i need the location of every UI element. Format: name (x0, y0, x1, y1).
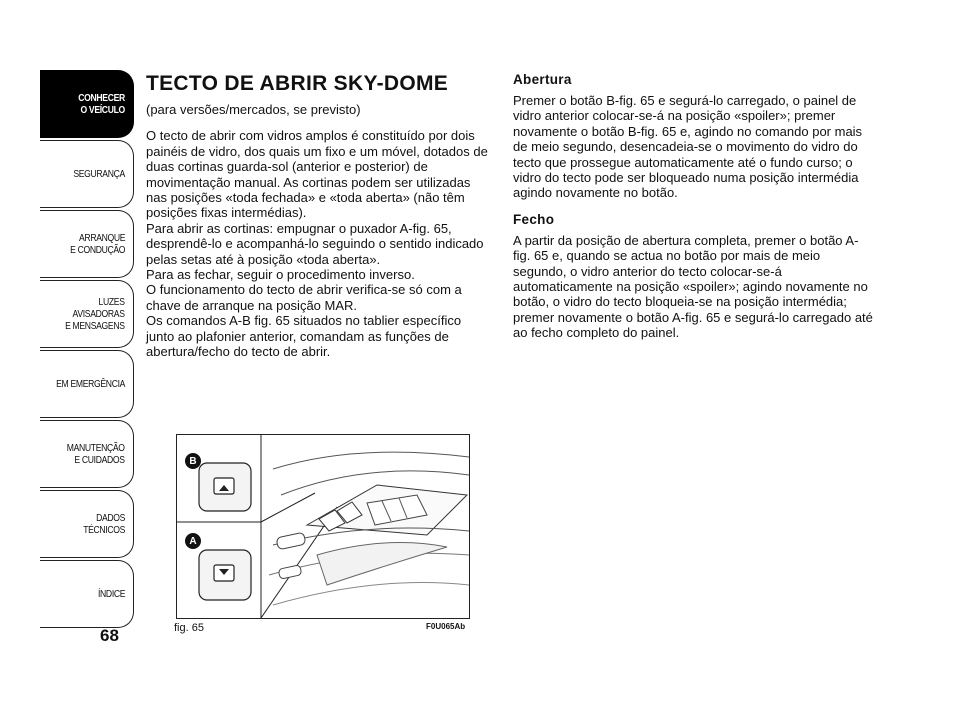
tab-indice[interactable] (40, 560, 134, 628)
page-number: 68 (100, 626, 119, 645)
body-paragraph: O funcionamento do tecto de abrir verifica-se só com a chave de arranque na posição MAR. (146, 282, 462, 313)
tab-conhecer-veiculo[interactable] (40, 70, 134, 138)
tab-em-emergencia[interactable] (40, 350, 134, 418)
body-paragraph: Os comandos A-B fig. 65 situados no tablier específico junto ao plafonier anterior, comandam as funções de abertura/fecho do tecto de abrir. (146, 313, 462, 360)
section-title: TECTO DE ABRIR SKY-DOME (146, 72, 449, 95)
section-subtitle: (para versões/mercados, se previsto) (146, 102, 361, 117)
chapter-tabs (40, 70, 134, 630)
figure-caption: fig. 65 (174, 622, 204, 634)
tab-label: DADOS TÉCNICOS (83, 512, 125, 536)
label-a-badge: A (185, 533, 201, 549)
tab-label: MANUTENÇÃO E CUIDADOS (67, 442, 125, 466)
tab-arranque-conducao[interactable] (40, 210, 134, 278)
tab-label: EM EMERGÊNCIA (56, 378, 125, 390)
body-paragraph: Para abrir as cortinas: empugnar o puxador A-fig. 65, desprendê-lo e acompanhá-lo seguindo o sentido indicado pelas setas até à posição «toda aberta». (146, 220, 484, 267)
tab-label: SEGURANÇA (73, 168, 125, 180)
body-paragraph: O tecto de abrir com vidros amplos é constituído por dois painéis de vidro, dos quais um fixo e um móvel, dotados de duas cortinas guarda-sol (anterior e posterior) de movimentação manual. As cortinas podem ser utilizadas nas posições «toda fechada» e «toda aberta» (não têm posições fixas intermédias). (146, 128, 488, 221)
figure-65-illustration (176, 434, 470, 619)
closing-title: Fecho (513, 211, 555, 227)
tab-label: ARRANQUE E CONDUÇÃO (69, 232, 125, 256)
tab-label: CONHECER O VEÍCULO (78, 92, 125, 116)
tab-manutencao[interactable] (40, 420, 134, 488)
left-column (146, 72, 491, 360)
roof-controls-drawing (177, 435, 469, 618)
figure-code: F0U065Ab (426, 622, 466, 631)
right-column (513, 72, 873, 352)
tab-luzes-avisadoras[interactable] (40, 280, 134, 348)
tab-seguranca[interactable] (40, 140, 134, 208)
label-b-badge: B (185, 453, 201, 469)
closing-text: A partir da posição de abertura completa, premer o botão A-fig. 65 e, quando se actua no botão por mais de meio segundo, o vidro anterior do tecto colocar-se-á automaticamente na posição «spoiler»; agindo novamente no botão, o vidro do tecto bloqueia-se na posição intermédia; premer novamente o botão A-fig. 65 e segurá-lo carregado até ao fecho completo do painel. (513, 232, 873, 341)
tab-dados-tecnicos[interactable] (40, 490, 134, 558)
opening-title: Abertura (513, 72, 572, 87)
body-paragraph: Para as fechar, seguir o procedimento inverso. (146, 267, 415, 283)
tab-label: LUZES AVISADORAS E MENSAGENS (65, 296, 125, 332)
opening-text: Premer o botão B-fig. 65 e segurá-lo carregado, o painel de vidro anterior colocar-se-á na posição «spoiler»; premer novamente o botão B-fig. 65 e, agindo no comando por mais de meio segundo, desencadeia-se o movimento do vidro do tecto que prossegue automaticamente até o fundo curso; o vidro do tecto pode ser bloqueado numa posição intermédia agindo novamente no botão. (513, 93, 863, 201)
tab-label: ÍNDICE (97, 588, 125, 600)
